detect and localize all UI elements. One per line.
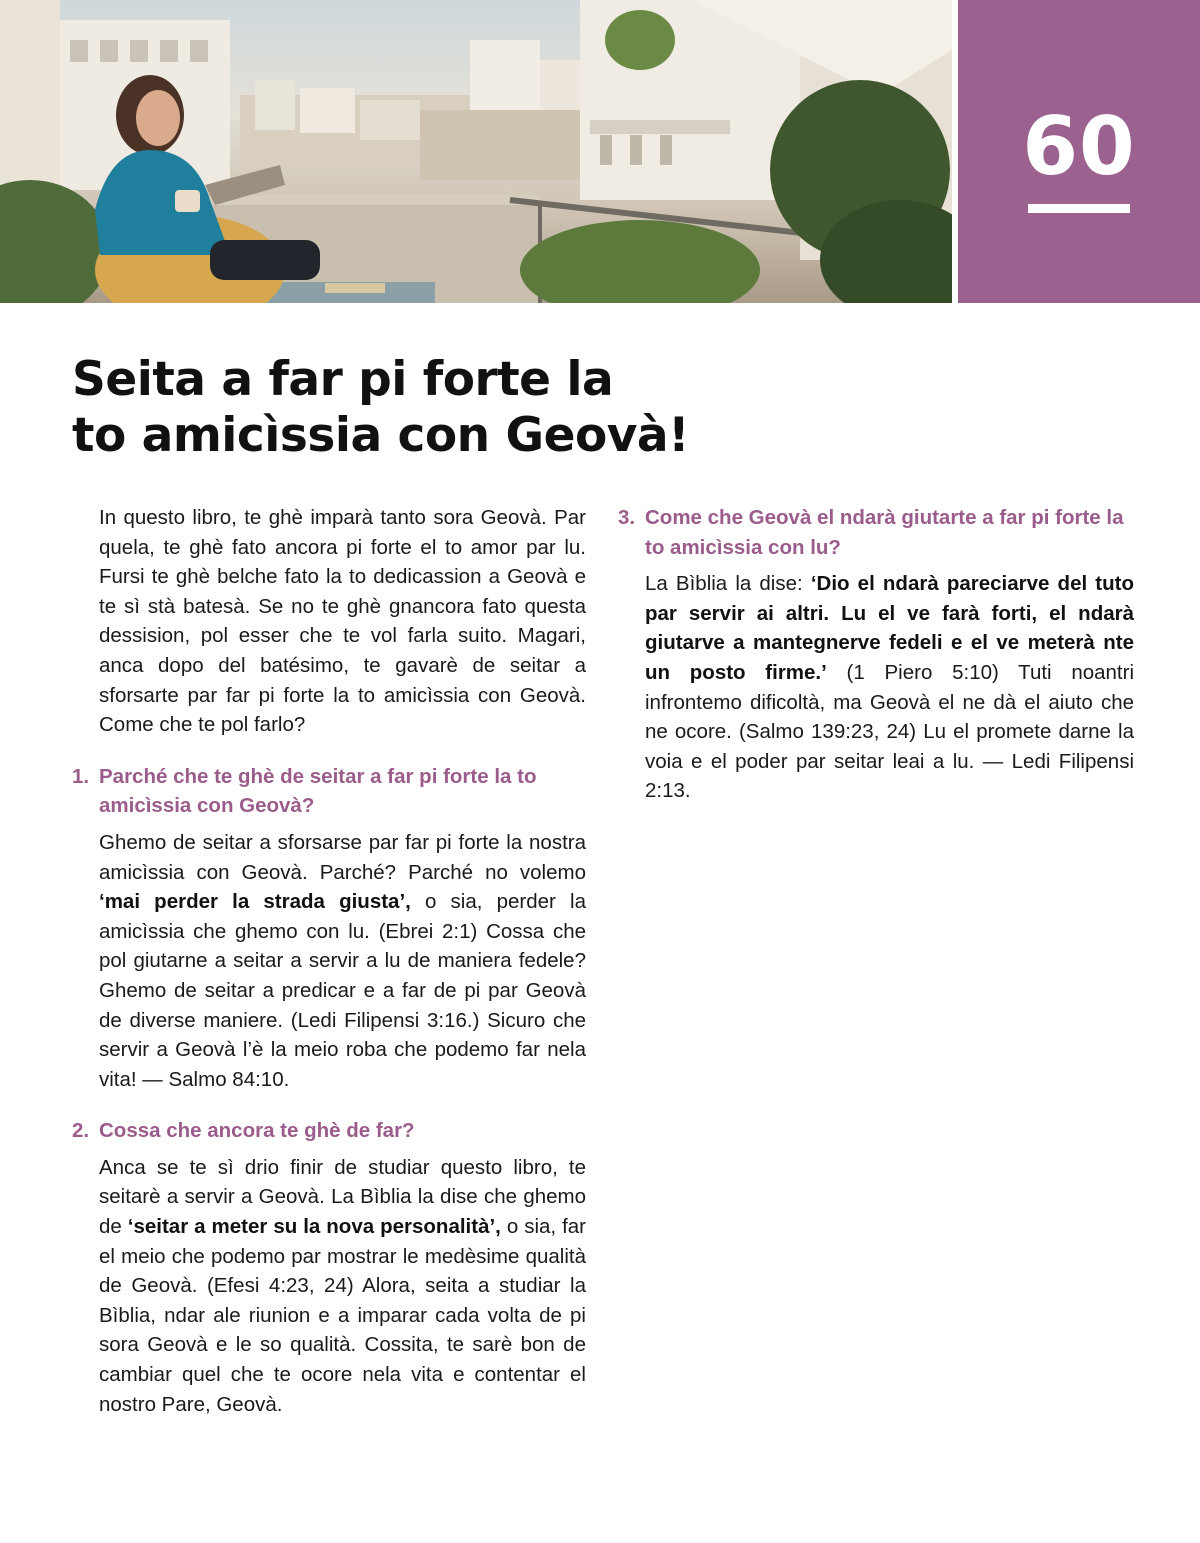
answer-3-text-a: La Bìblia la dise: (645, 572, 811, 596)
answer-3-paragraph (618, 569, 1134, 806)
answer-2-paragraph (72, 1153, 586, 1419)
left-column (72, 503, 586, 1419)
title-line-1: Seita a far pi forte la (72, 352, 614, 407)
question-2-text: Cossa che ancora te ghè de far? (99, 1119, 415, 1143)
lesson-number-underline (1028, 204, 1130, 213)
question-2-heading (72, 1116, 586, 1146)
page-title (72, 352, 772, 464)
answer-2-text-a: Anca se te sì drio finir de studiar questo libro, te seitarè a servir a Geovà. La Bìblia la dise che ghemo de (99, 1155, 586, 1239)
answer-3-quote: ‘Dio el ndarà pareciarve del tuto par servir ai altri. Lu el ve farà forti, el ndarà giutarve a mantegnerve fedeli e el ve meterà nte un posto firme.’ (645, 572, 1135, 684)
answer-1-text-b: o sia, perder la amicìssia che ghemo con lu. (Ebrei 2:1) Cossa che pol giutarne a seitar a servir a lu de maniera fedele? Ghemo de seitar a predicar e a far de pi par Geovà de diverse maniere. (Ledi Filipensi 3:16.) Sicuro che servir a Geovà l’è la meio roba che podemo far nela vita! — Salmo 84:10. (99, 890, 586, 1091)
question-2-number: 2. (72, 1119, 90, 1143)
answer-1-text-a: Ghemo de seitar a sforsarse par far pi forte la nostra amicìssia con Geovà. Parché? Parché no volemo (99, 830, 586, 884)
question-3-heading (618, 503, 1134, 562)
intro-paragraph: In questo libro, te ghè imparà tanto sora Geovà. Par quela, te ghè fato ancora pi forte el to amor par lu. Fursi te ghè belche fato la to dedicassion a Geovà e te sì stà batesà. Se no te ghè gnancora fato questa dessision, pol esser che te vol farla suito. Magari, anca dopo del batésimo, te gavarè de seitar a sforsarte par far pi forte la to amicìssia con Geovà. Come che te pol farlo? (99, 506, 586, 737)
hero-image (0, 0, 952, 303)
lesson-number-panel (958, 0, 1200, 303)
title-line-2: to amicìssia con Geovà! (72, 408, 690, 463)
answer-3-text-b: (1 Piero 5:10) Tuti noantri infrontemo dificoltà, ma Geovà el ne dà el aiuto che ne ocore. (Salmo 139:23, 24) Lu el promete darne la voia e el poder par seitar leai a lu. — Ledi Filipensi 2:13. (645, 660, 1135, 803)
question-1-heading (72, 762, 586, 821)
question-3-text: Come che Geovà el ndarà giutarte a far pi forte la to amicìssia con lu? (645, 506, 1124, 559)
answer-1-quote: ‘mai perder la strada giusta’, (99, 890, 411, 914)
right-column (618, 503, 1134, 806)
balcony-scene-illustration (0, 0, 952, 303)
answer-1-paragraph (72, 828, 586, 1094)
question-1-number: 1. (72, 764, 90, 788)
answer-2-quote: ‘seitar a meter su la nova personalità’, (127, 1215, 501, 1239)
question-3-number: 3. (618, 506, 636, 529)
answer-2-text-b: o sia, far el meio che podemo par mostrar le medèsime qualità de Geovà. (Efesi 4:23, 24) Alora, seita a studiar la Bìblia, ndar ale riunion e a imparar cada volta de pi sora Geovà e le so qualità. Cossita, te sarè bon de cambiar quel che te ocore nela vita e contentar el nostro Pare, Geovà. (99, 1215, 587, 1416)
question-1-text: Parché che te ghè de seitar a far pi forte la to amicìssia con Geovà? (99, 764, 537, 818)
lesson-number: 60 (1022, 100, 1136, 193)
